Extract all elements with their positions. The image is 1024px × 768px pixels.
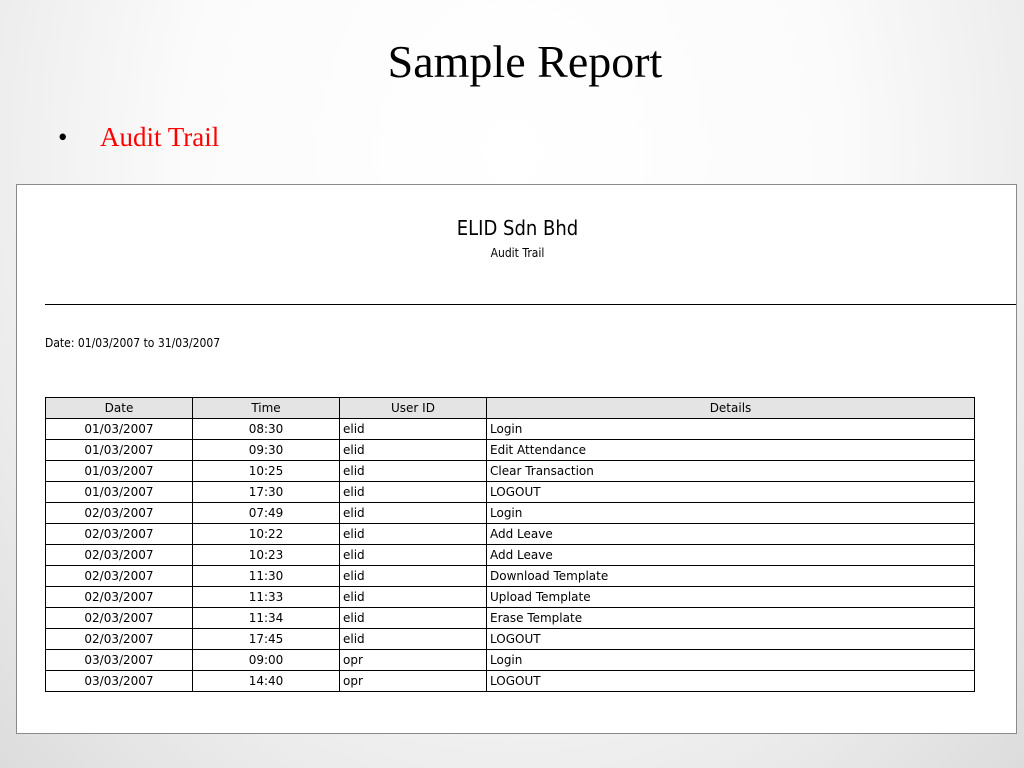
cell-user-id: elid bbox=[340, 440, 487, 461]
cell-time: 10:25 bbox=[193, 461, 340, 482]
cell-details: Add Leave bbox=[487, 524, 975, 545]
cell-date: 02/03/2007 bbox=[46, 524, 193, 545]
table-row bbox=[46, 608, 975, 629]
cell-date: 01/03/2007 bbox=[46, 482, 193, 503]
column-header-date: Date bbox=[46, 398, 193, 419]
cell-user-id: elid bbox=[340, 503, 487, 524]
cell-user-id: elid bbox=[340, 629, 487, 650]
cell-date: 01/03/2007 bbox=[46, 461, 193, 482]
table-header-row bbox=[46, 398, 975, 419]
cell-user-id: elid bbox=[340, 566, 487, 587]
cell-user-id: elid bbox=[340, 545, 487, 566]
cell-user-id: elid bbox=[340, 587, 487, 608]
cell-user-id: opr bbox=[340, 650, 487, 671]
report-date-range: Date: 01/03/2007 to 31/03/2007 bbox=[45, 336, 221, 350]
table-row bbox=[46, 629, 975, 650]
cell-date: 02/03/2007 bbox=[46, 629, 193, 650]
table-row bbox=[46, 482, 975, 503]
table-row bbox=[46, 440, 975, 461]
cell-details: Add Leave bbox=[487, 545, 975, 566]
cell-date: 01/03/2007 bbox=[46, 440, 193, 461]
header-divider bbox=[45, 304, 1016, 305]
cell-details: Login bbox=[487, 503, 975, 524]
table-row bbox=[46, 461, 975, 482]
table-row bbox=[46, 503, 975, 524]
cell-time: 09:30 bbox=[193, 440, 340, 461]
cell-time: 11:33 bbox=[193, 587, 340, 608]
audit-trail-table bbox=[45, 397, 975, 692]
table-body bbox=[46, 419, 975, 692]
cell-date: 02/03/2007 bbox=[46, 566, 193, 587]
cell-time: 11:30 bbox=[193, 566, 340, 587]
cell-details: LOGOUT bbox=[487, 671, 975, 692]
cell-details: Erase Template bbox=[487, 608, 975, 629]
bullet-text: Audit Trail bbox=[100, 122, 220, 152]
table-row bbox=[46, 566, 975, 587]
cell-time: 17:30 bbox=[193, 482, 340, 503]
cell-details: Login bbox=[487, 419, 975, 440]
table-row bbox=[46, 545, 975, 566]
cell-details: Edit Attendance bbox=[487, 440, 975, 461]
column-header-details: Details bbox=[487, 398, 975, 419]
report-company-name: ELID Sdn Bhd bbox=[456, 216, 579, 240]
cell-user-id: elid bbox=[340, 482, 487, 503]
column-header-time: Time bbox=[193, 398, 340, 419]
slide-title: Sample Report bbox=[387, 36, 663, 87]
cell-date: 03/03/2007 bbox=[46, 671, 193, 692]
cell-time: 07:49 bbox=[193, 503, 340, 524]
cell-time: 10:23 bbox=[193, 545, 340, 566]
cell-details: Upload Template bbox=[487, 587, 975, 608]
cell-user-id: elid bbox=[340, 608, 487, 629]
cell-time: 08:30 bbox=[193, 419, 340, 440]
bullet-dot: • bbox=[58, 122, 68, 152]
cell-details: Login bbox=[487, 650, 975, 671]
cell-details: Download Template bbox=[487, 566, 975, 587]
report-screenshot bbox=[16, 184, 1017, 734]
cell-date: 01/03/2007 bbox=[46, 419, 193, 440]
table-row bbox=[46, 671, 975, 692]
cell-date: 02/03/2007 bbox=[46, 587, 193, 608]
report-subtitle: Audit Trail bbox=[490, 246, 545, 260]
cell-user-id: elid bbox=[340, 524, 487, 545]
table-row bbox=[46, 419, 975, 440]
cell-time: 10:22 bbox=[193, 524, 340, 545]
cell-time: 09:00 bbox=[193, 650, 340, 671]
cell-user-id: elid bbox=[340, 461, 487, 482]
cell-user-id: elid bbox=[340, 419, 487, 440]
cell-date: 02/03/2007 bbox=[46, 608, 193, 629]
cell-time: 11:34 bbox=[193, 608, 340, 629]
cell-time: 14:40 bbox=[193, 671, 340, 692]
cell-details: LOGOUT bbox=[487, 482, 975, 503]
table-row bbox=[46, 587, 975, 608]
table-row bbox=[46, 524, 975, 545]
cell-details: Clear Transaction bbox=[487, 461, 975, 482]
cell-user-id: opr bbox=[340, 671, 487, 692]
cell-date: 02/03/2007 bbox=[46, 503, 193, 524]
cell-date: 02/03/2007 bbox=[46, 545, 193, 566]
cell-details: LOGOUT bbox=[487, 629, 975, 650]
cell-date: 03/03/2007 bbox=[46, 650, 193, 671]
table-row bbox=[46, 650, 975, 671]
bullet-item bbox=[58, 118, 219, 156]
cell-time: 17:45 bbox=[193, 629, 340, 650]
column-header-user-id: User ID bbox=[340, 398, 487, 419]
